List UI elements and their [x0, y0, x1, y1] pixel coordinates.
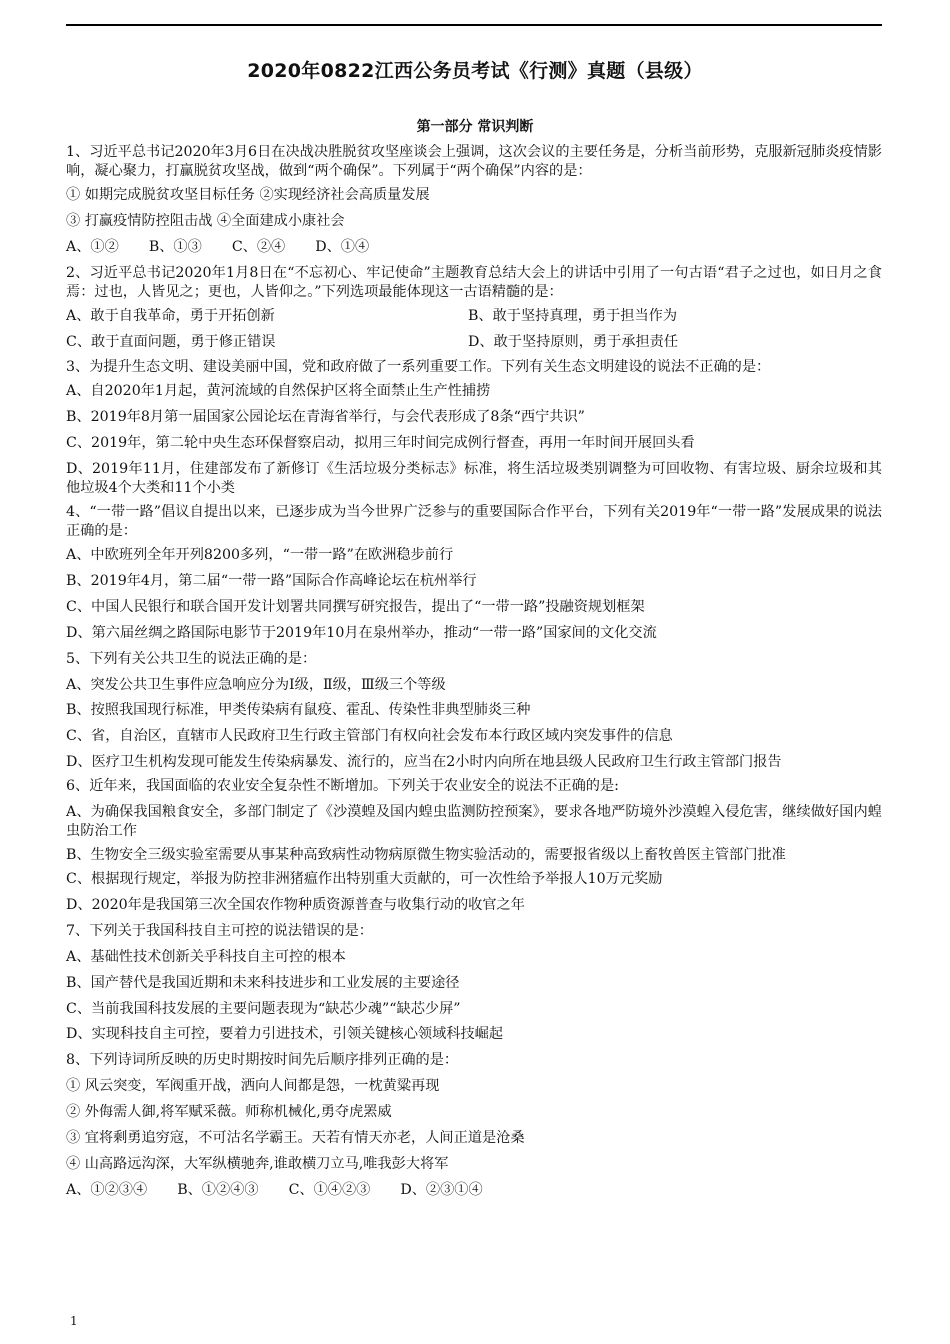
option: D、①④ — [315, 238, 370, 255]
question-item: ① 风云突变，军阀重开战，洒向人间都是怨，一枕黄粱再现 — [66, 1078, 440, 1095]
question-item: ① 如期完成脱贫攻坚目标任务 ②实现经济社会高质量发展 — [66, 187, 430, 203]
option: A、①②③④ — [66, 1181, 148, 1198]
option: D、②③①④ — [400, 1181, 483, 1198]
option-row — [66, 1178, 882, 1204]
header-rule — [66, 24, 882, 26]
option: C、当前我国科技发展的主要问题表现为“缺芯少魂”“缺芯少屏” — [66, 1000, 461, 1017]
question-item: ③ 打赢疫情防控阻击战 ④全面建成小康社会 — [66, 212, 345, 229]
option: C、敢于直面问题，勇于修正错误 — [66, 333, 276, 350]
document-title: 2020年0822江西公务员考试《行测》真题（县级） — [247, 60, 703, 82]
option-row — [66, 304, 882, 330]
option: C、①④②③ — [288, 1181, 371, 1198]
question-item: ④ 山高路远沟深，大军纵横驰奔,谁敢横刀立马,唯我彭大将军 — [66, 1155, 449, 1172]
option: A、突发公共卫生事件应急响应分为Ⅰ级，Ⅱ级，Ⅲ级三个等级 — [66, 676, 446, 693]
option-row — [66, 235, 882, 261]
question-stem: 8、下列诗词所反映的历史时期按时间先后顺序排列正确的是： — [66, 1052, 459, 1069]
option: B、2019年8月第一届国家公园论坛在青海省举行，与会代表形成了8条“西宁共识” — [66, 409, 585, 426]
option: B、国产替代是我国近期和未来科技进步和工业发展的主要途径 — [66, 974, 460, 991]
option: C、2019年，第二轮中央生态环保督察启动，拟用三年时间完成例行督查，再用一年时间开展回头看 — [66, 435, 695, 452]
option: D、2019年11月，住建部发布了新修订《生活垃圾分类标志》标准，将生活垃圾类别调整为可回收物、有害垃圾、厨余垃圾和其他垃圾4个大类和11个小类 — [66, 461, 882, 497]
page-number: 1 — [70, 1314, 78, 1328]
option: D、医疗卫生机构发现可能发生传染病暴发、流行的，应当在2小时内向所在地县级人民政府卫生行政主管部门报告 — [66, 754, 782, 771]
option: A、敢于自我革命，勇于开拓创新 — [66, 307, 275, 324]
option: D、实现科技自主可控，要着力引进技术，引领关键核心领域科技崛起 — [66, 1026, 504, 1043]
option: C、根据现行规定，举报为防控非洲猪瘟作出特别重大贡献的，可一次性给予举报人10万元奖励 — [66, 871, 663, 888]
option: D、第六届丝绸之路国际电影节于2019年10月在泉州举办，推动“一带一路”国家间的文化交流 — [66, 624, 657, 641]
option: B、按照我国现行标准，甲类传染病有鼠疫、霍乱、传染性非典型肺炎三种 — [66, 702, 531, 719]
question-stem: 5、下列有关公共卫生的说法正确的是： — [66, 650, 317, 667]
option: D、敢于坚持原则，勇于承担责任 — [468, 333, 679, 350]
option: B、2019年4月，第二届“一带一路”国际合作高峰论坛在杭州举行 — [66, 573, 477, 590]
option: B、①③ — [148, 238, 202, 255]
question-stem: 1、习近平总书记2020年3月6日在决战决胜脱贫攻坚座谈会上强调，这次会议的主要任务是，分析当前形势，克服新冠肺炎疫情影响，凝心聚力，打赢脱贫攻坚战，做到“两个确保”。下列属于“两个确保”内容的是： — [66, 144, 882, 179]
option: D、2020年是我国第三次全国农作物种质资源普查与收集行动的收官之年 — [66, 897, 525, 914]
option: A、①② — [66, 238, 119, 255]
option: A、中欧班列全年开列8200多列，“一带一路”在欧洲稳步前行 — [66, 547, 454, 564]
question-item: ② 外侮需人御,将军赋采薇。师称机械化,勇夺虎罴威 — [66, 1104, 392, 1121]
option: A、自2020年1月起，黄河流域的自然保护区将全面禁止生产性捕捞 — [66, 383, 491, 400]
question-stem: 3、为提升生态文明、建设美丽中国，党和政府做了一系列重要工作。下列有关生态文明建设的说法不正确的是： — [66, 359, 771, 376]
option-row — [66, 330, 882, 356]
option: C、中国人民银行和联合国开发计划署共同撰写研究报告，提出了“一带一路”投融资规划框架 — [66, 598, 645, 615]
option: A、为确保我国粮食安全，多部门制定了《沙漠蝗及国内蝗虫监测防控预案》，要求各地严防境外沙漠蝗入侵危害，继续做好国内蝗虫防治工作 — [66, 804, 882, 840]
question-stem: 6、近年来，我国面临的农业安全复杂性不断增加。下列关于农业安全的说法不正确的是: — [66, 778, 619, 795]
option: B、生物安全三级实验室需要从事某种高致病性动物病原微生物实验活动的，需要报省级以上畜牧兽医主管部门批准 — [66, 847, 786, 864]
option: C、②④ — [231, 238, 286, 255]
option: B、①②④③ — [177, 1181, 259, 1198]
question-item: ③ 宜将剩勇追穷寇，不可沽名学霸王。天若有情天亦老，人间正道是沧桑 — [66, 1130, 525, 1147]
question-stem: 7、下列关于我国科技自主可控的说法错误的是： — [66, 922, 373, 939]
option: A、基础性技术创新关乎科技自主可控的根本 — [66, 948, 346, 965]
question-stem: 4、“一带一路”倡议自提出以来，已逐步成为当今世界广泛参与的重要国际合作平台，下列有关2019年“一带一路”发展成果的说法正确的是： — [66, 504, 882, 540]
document-body — [66, 140, 882, 1204]
section-heading: 第一部分 常识判断 — [416, 119, 534, 135]
question-stem: 2、习近平总书记2020年1月8日在“不忘初心、牢记使命”主题教育总结大会上的讲话中引用了一句古语“君子之过也，如日月之食焉：过也，人皆见之；更也，人皆仰之。”下列选项最能体现这一古语精髓的是： — [66, 264, 882, 300]
option: C、省，自治区，直辖市人民政府卫生行政主管部门有权向社会发布本行政区域内突发事件的信息 — [66, 728, 673, 745]
option: B、敢于坚持真理，勇于担当作为 — [468, 307, 678, 324]
